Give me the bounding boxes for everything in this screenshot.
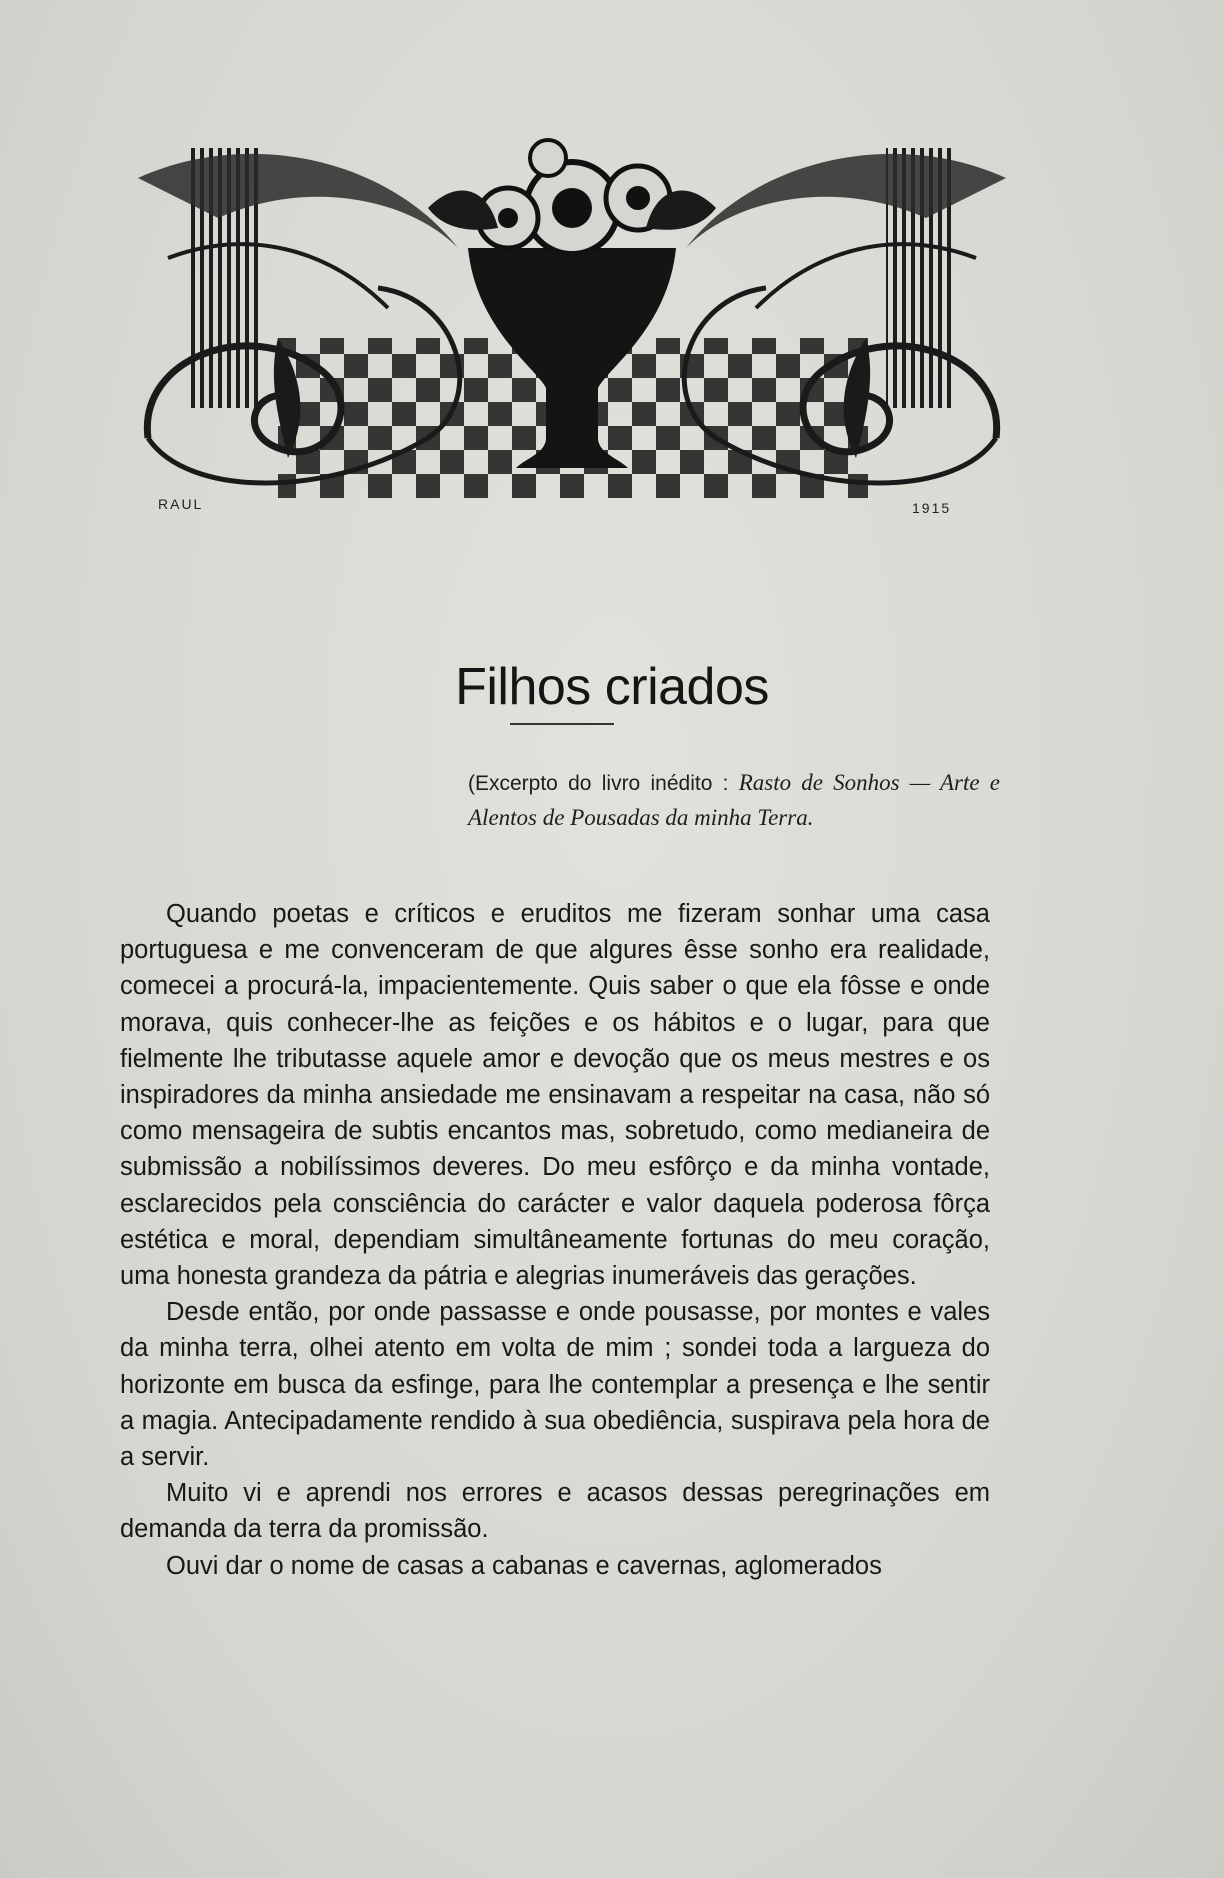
title-rule bbox=[510, 723, 614, 725]
ornament-vignette bbox=[128, 138, 1016, 518]
excerpt-prefix: (Excerpto do livro inédito : bbox=[468, 772, 739, 795]
artist-signature: RAUL bbox=[158, 496, 204, 512]
ornament-date: 1915 bbox=[912, 500, 952, 516]
paragraph-3: Muito vi e aprendi nos errores e acasos dessas peregrinações em demanda da terra da promissão. bbox=[120, 1479, 990, 1544]
excerpt-note bbox=[468, 766, 1000, 836]
paragraph-2: Desde então, por onde passasse e onde pousasse, por montes e vales da minha terra, olhei atento em volta de mim ; sondei toda a largueza do horizonte em busca da esfinge, para lhe contemplar a presença e lhe sentir a magia. Antecipadamente rendido à sua obediência, suspirava pela hora de a servir. bbox=[120, 1298, 990, 1472]
paragraph-4: Ouvi dar o nome de casas a cabanas e cavernas, aglomerados bbox=[166, 1551, 882, 1580]
paragraph-1: Quando poetas e críticos e eruditos me fizeram sonhar uma casa portuguesa e me convenceram de que algures êsse sonho era realidade, comecei a procurá-la, impacientemente. Quis saber o que ela fôsse e onde morava, quis conhecer-lhe as feições e os hábitos e o lugar, para que fielmente lhe tributasse aquele amor e devoção que os meus mestres e os inspiradores da minha ansiedade me ensinavam a respeitar na casa, não só como mensageira de subtis encantos mas, sobretudo, como medianeira de submissão a nobilíssimos deveres. Do meu esfôrço e da minha vontade, esclarecidos pela consciência do carácter e valor daquela poderosa fôrça estética e moral, dependiam simultâneamente fortunas do meu coração, uma honesta grandeza da pátria e alegrias inumeráveis das gerações. bbox=[120, 900, 990, 1291]
chapter-title: Filhos criados bbox=[455, 657, 769, 716]
book-title: Rasto de Sonhos — Arte e Alentos de Pousadas da minha Terra. bbox=[468, 770, 1000, 830]
body-text bbox=[120, 896, 990, 1584]
